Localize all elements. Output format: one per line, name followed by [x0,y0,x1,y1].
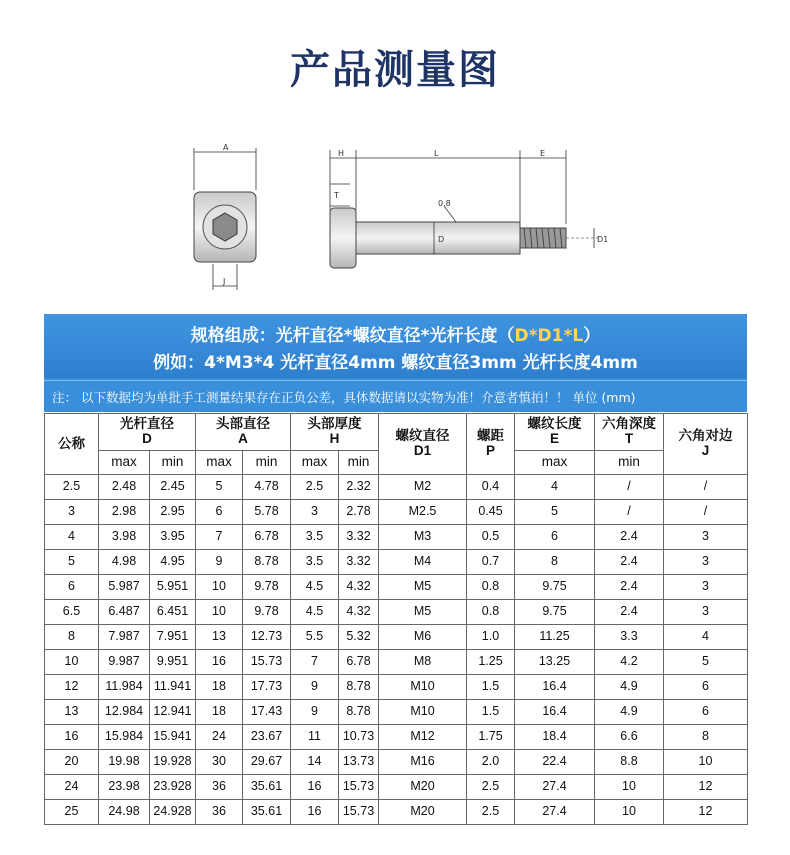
table-cell: 8.78 [243,550,291,575]
col-e-name: 螺纹长度 [527,416,582,432]
col-d-min: min [150,451,196,475]
table-cell: 14 [291,750,339,775]
table-cell: 3 [45,500,99,525]
col-t-min: min [595,451,664,475]
table-cell: 11.941 [150,675,196,700]
table-cell: 9.951 [150,650,196,675]
col-j [664,414,748,475]
spec-formula: D*D1*L [514,326,584,346]
table-cell: 0.8 [467,575,515,600]
col-t-sym: T [624,431,634,446]
table-cell: 20 [45,750,99,775]
table-cell: 3 [664,600,748,625]
page-title: 产品测量图 [290,47,500,93]
col-d1 [379,414,467,475]
table-cell: 5.951 [150,575,196,600]
label-a: A [223,143,229,152]
table-cell: 4.9 [595,675,664,700]
col-d-name: 光杆直径 [120,416,174,432]
table-cell: 5.987 [99,575,150,600]
table-cell: 2.48 [99,475,150,500]
table-cell: 17.43 [243,700,291,725]
table-cell: 3.5 [291,550,339,575]
table-cell: 6 [664,675,748,700]
table-cell: 6 [664,700,748,725]
table-cell: / [664,475,748,500]
table-cell: 4.9 [595,700,664,725]
col-e-max: max [515,451,595,475]
label-l: L [434,149,439,158]
table-cell: 1.0 [467,625,515,650]
table-cell: 4.32 [339,600,379,625]
table-cell: 10 [664,750,748,775]
table-cell: 6 [196,500,243,525]
table-cell: 35.61 [243,775,291,800]
table-cell: M16 [379,750,467,775]
table-cell: 8.78 [339,675,379,700]
table-cell: 2.45 [150,475,196,500]
table-cell: 3.32 [339,550,379,575]
label-t: T [334,191,339,200]
col-j-name: 六角对边 [678,428,733,444]
table-cell: 3.3 [595,625,664,650]
table-cell: 12 [45,675,99,700]
table-cell: 19.98 [99,750,150,775]
table-cell: 1.25 [467,650,515,675]
table-cell: 16.4 [515,675,595,700]
table-cell: 27.4 [515,775,595,800]
table-cell: 0.5 [467,525,515,550]
table-cell: 15.73 [243,650,291,675]
table-cell: 15.941 [150,725,196,750]
table-cell: M5 [379,575,467,600]
table-cell: 25 [45,800,99,825]
spec-format-suffix: ） [583,326,601,346]
table-row [45,475,748,500]
col-t [595,414,664,451]
table-cell: 10 [45,650,99,675]
table-cell: 5.32 [339,625,379,650]
col-d [99,414,196,451]
table-cell: 1.5 [467,700,515,725]
table-cell: 35.61 [243,800,291,825]
table-cell: M4 [379,550,467,575]
table-cell: 18.4 [515,725,595,750]
col-h-min: min [339,451,379,475]
table-cell: 7.951 [150,625,196,650]
table-cell: 13 [45,700,99,725]
table-cell: 3.5 [291,525,339,550]
col-h-name: 头部厚度 [307,416,362,432]
spec-format-line [44,321,747,346]
table-cell: 2.95 [150,500,196,525]
label-d: D [438,235,445,244]
table-cell: 23.928 [150,775,196,800]
spec-table [44,413,748,825]
table-cell: 6.78 [243,525,291,550]
table-cell: 4 [515,475,595,500]
table-cell: 12.941 [150,700,196,725]
spec-header [44,314,747,378]
col-a-min: min [243,451,291,475]
table-cell: 2.0 [467,750,515,775]
table-cell: 2.5 [467,775,515,800]
table-cell: 11 [291,725,339,750]
col-p [467,414,515,475]
table-cell: 9 [291,700,339,725]
table-cell: 15.984 [99,725,150,750]
table-cell: 6.451 [150,600,196,625]
table-cell: 15.73 [339,775,379,800]
table-cell: 8 [515,550,595,575]
note-text: 注： 以下数据均为单批手工测量结果存在正负公差，具体数据请以实物为准！介意者慎拍！！ 单位 (mm) [52,390,636,405]
label-h: H [338,149,345,158]
table-cell: 6 [515,525,595,550]
table-cell: 7.987 [99,625,150,650]
table-cell: 15.73 [339,800,379,825]
table-cell: 1.5 [467,675,515,700]
table-body [45,475,748,825]
col-h-max: max [291,451,339,475]
col-d1-name: 螺纹直径 [395,428,450,444]
table-cell: 7 [291,650,339,675]
screw-measurement-diagram [180,140,620,300]
col-j-sym: J [701,443,710,458]
table-row [45,800,748,825]
table-cell: 36 [196,775,243,800]
table-cell: 0.45 [467,500,515,525]
table-cell: 2.4 [595,525,664,550]
table-row [45,600,748,625]
table-cell: 5 [515,500,595,525]
col-a-sym: A [238,431,248,446]
table-cell: 8 [664,725,748,750]
spec-panel [44,314,747,411]
table-cell: 4.78 [243,475,291,500]
table-cell: 5 [664,650,748,675]
table-cell: 9.75 [515,575,595,600]
table-cell: 4.2 [595,650,664,675]
table-cell: 10 [196,575,243,600]
table-cell: 2.4 [595,550,664,575]
table-cell: 4.5 [291,575,339,600]
table-row [45,675,748,700]
table-cell: 23.67 [243,725,291,750]
table-cell: 24 [45,775,99,800]
table-cell: M6 [379,625,467,650]
table-cell: 2.4 [595,600,664,625]
table-cell: 2.32 [339,475,379,500]
table-row [45,650,748,675]
table-cell: 24.928 [150,800,196,825]
table-cell: 8 [45,625,99,650]
table-cell: 5.78 [243,500,291,525]
table-cell: 2.5 [291,475,339,500]
table-cell: 9.78 [243,600,291,625]
note-bar [44,380,747,412]
table-cell: M10 [379,675,467,700]
table-row [45,625,748,650]
table-cell: 0.8 [467,600,515,625]
table-cell: 6 [45,575,99,600]
table-cell: 11.25 [515,625,595,650]
table-cell: 0.7 [467,550,515,575]
col-nominal: 公称 [45,414,99,475]
table-cell: 23.98 [99,775,150,800]
table-cell: 5 [196,475,243,500]
table-cell: 3 [664,525,748,550]
col-p-sym: P [485,443,495,458]
table-cell: 5 [45,550,99,575]
table-cell: 12.73 [243,625,291,650]
col-a-name: 头部直径 [216,416,270,432]
col-t-name: 六角深度 [602,416,656,432]
table-cell: M2.5 [379,500,467,525]
table-row [45,750,748,775]
table-cell: 6.78 [339,650,379,675]
table-cell: 4.98 [99,550,150,575]
col-h-sym: H [329,431,340,446]
table-cell: 18 [196,700,243,725]
table-cell: / [664,500,748,525]
table-cell: 8.78 [339,700,379,725]
col-h [291,414,379,451]
table-cell: 13.25 [515,650,595,675]
table-row [45,525,748,550]
table-cell: 2.5 [45,475,99,500]
spec-example-line: 例如：4*M3*4 光杆直径4mm 螺纹直径3mm 光杆长度4mm [153,353,638,373]
table-row [45,550,748,575]
table-cell: M20 [379,775,467,800]
table-cell: 4.5 [291,600,339,625]
table-cell: 7 [196,525,243,550]
col-a [196,414,291,451]
table-cell: 9 [196,550,243,575]
table-cell: 9.75 [515,600,595,625]
table-cell: 22.4 [515,750,595,775]
table-cell: 1.75 [467,725,515,750]
table-cell: 8.8 [595,750,664,775]
label-d1: D1 [597,235,609,244]
table-cell: 4 [45,525,99,550]
table-cell: M8 [379,650,467,675]
col-e-sym: E [549,431,559,446]
table-cell: 10 [595,800,664,825]
table-cell: 4 [664,625,748,650]
table-cell: 10 [595,775,664,800]
col-p-name: 螺距 [477,428,504,444]
label-j: J [223,277,226,286]
table-cell: 3.98 [99,525,150,550]
label-e: E [540,149,546,158]
table-cell: 5.5 [291,625,339,650]
table-cell: 12.984 [99,700,150,725]
table-cell: / [595,500,664,525]
table-cell: M2 [379,475,467,500]
table-cell: M5 [379,600,467,625]
table-cell: 16 [291,775,339,800]
table-row [45,500,748,525]
table-cell: 6.5 [45,600,99,625]
table-cell: 12 [664,800,748,825]
table-row [45,575,748,600]
table-cell: 17.73 [243,675,291,700]
table-cell: 30 [196,750,243,775]
table-cell: 3.32 [339,525,379,550]
table-cell: 10.73 [339,725,379,750]
col-a-max: max [196,451,243,475]
table-cell: 36 [196,800,243,825]
spec-format-prefix: 规格组成：光杆直径*螺纹直径*光杆长度（ [190,326,515,346]
col-e [515,414,595,451]
table-cell: 16 [196,650,243,675]
table-cell: 11.984 [99,675,150,700]
table-cell: 16 [291,800,339,825]
table-cell: 3 [664,550,748,575]
table-cell: 4.95 [150,550,196,575]
table-cell: 3 [291,500,339,525]
table-cell: M10 [379,700,467,725]
col-d1-sym: D1 [413,443,432,458]
table-cell: 9 [291,675,339,700]
label-0-8: 0.8 [438,199,451,208]
table-cell: / [595,475,664,500]
table-cell: 16.4 [515,700,595,725]
table-row [45,725,748,750]
table-cell: 16 [45,725,99,750]
table-cell: M3 [379,525,467,550]
table-cell: 24 [196,725,243,750]
table-cell: 19.928 [150,750,196,775]
table-cell: 18 [196,675,243,700]
table-cell: 27.4 [515,800,595,825]
screw-side-view [330,150,600,268]
table-cell: M20 [379,800,467,825]
table-cell: 10 [196,600,243,625]
table-cell: 2.4 [595,575,664,600]
table-cell: 0.4 [467,475,515,500]
table-cell: M12 [379,725,467,750]
table-cell: 24.98 [99,800,150,825]
table-cell: 13.73 [339,750,379,775]
table-cell: 3.95 [150,525,196,550]
table-cell: 2.78 [339,500,379,525]
table-cell: 9.987 [99,650,150,675]
table-cell: 13 [196,625,243,650]
table-cell: 29.67 [243,750,291,775]
col-d-sym: D [142,431,152,446]
table-row [45,700,748,725]
table-cell: 6.487 [99,600,150,625]
table-row [45,775,748,800]
table-cell: 9.78 [243,575,291,600]
head-front-view [194,148,256,290]
header-row-1 [45,414,748,451]
table-cell: 12 [664,775,748,800]
table-cell: 3 [664,575,748,600]
table-cell: 4.32 [339,575,379,600]
table-cell: 2.98 [99,500,150,525]
col-d-max: max [99,451,150,475]
table-cell: 6.6 [595,725,664,750]
thread [520,228,566,248]
table-cell: 2.5 [467,800,515,825]
